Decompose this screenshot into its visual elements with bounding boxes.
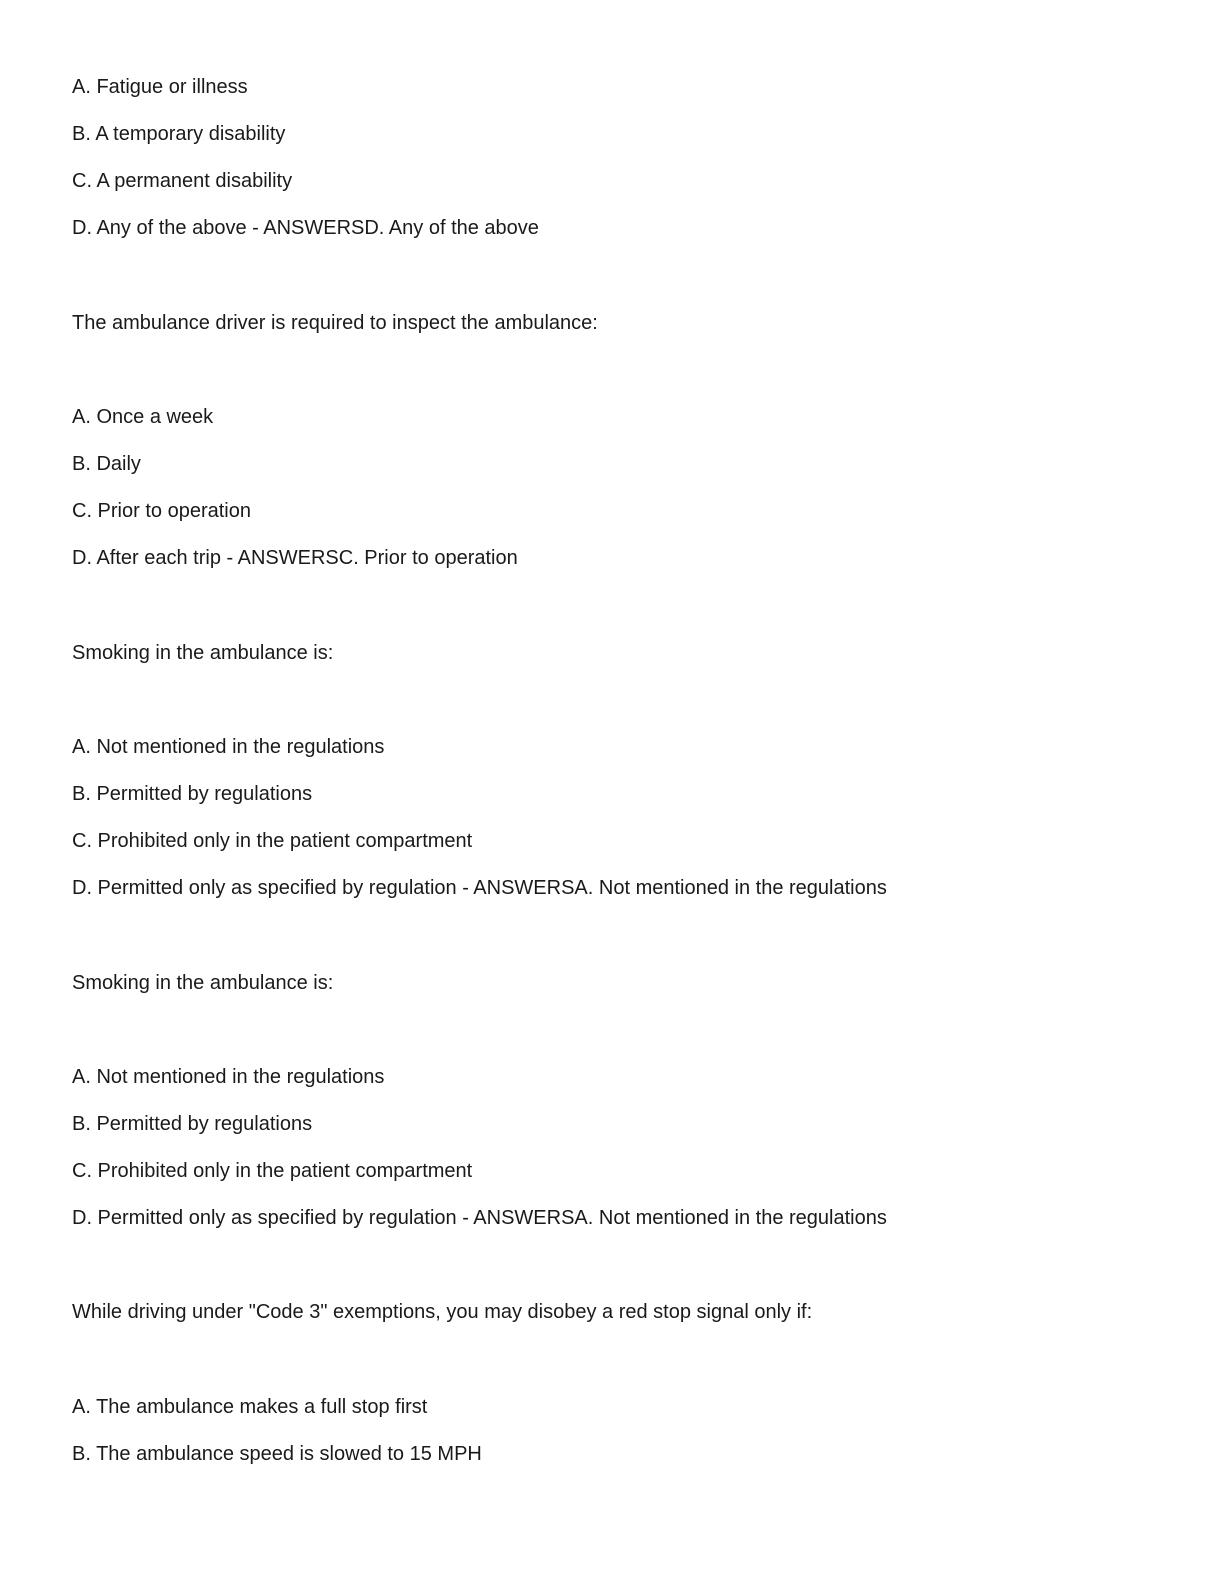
option-c: C. Prohibited only in the patient compartment <box>72 1160 473 1182</box>
option-a: A. Not mentioned in the regulations <box>72 1066 385 1088</box>
option-c: C. Prior to operation <box>72 500 251 522</box>
option-c: C. A permanent disability <box>72 170 293 192</box>
option-b: B. Daily <box>72 453 141 475</box>
option-d-answer: D. After each trip - ANSWERSC. Prior to operation <box>72 547 518 569</box>
option-b: B. A temporary disability <box>72 123 286 145</box>
question-text: Smoking in the ambulance is: <box>72 972 334 994</box>
question-text: The ambulance driver is required to inspect the ambulance: <box>72 312 598 334</box>
option-b: B. The ambulance speed is slowed to 15 MPH <box>72 1443 482 1465</box>
option-d-answer: D. Permitted only as specified by regulation - ANSWERSA. Not mentioned in the regulations <box>72 1207 887 1229</box>
option-a: A. Not mentioned in the regulations <box>72 736 385 758</box>
question-text: Smoking in the ambulance is: <box>72 642 334 664</box>
option-b: B. Permitted by regulations <box>72 1113 313 1135</box>
option-a: A. Fatigue or illness <box>72 76 248 98</box>
option-b: B. Permitted by regulations <box>72 783 313 805</box>
option-d-answer: D. Any of the above - ANSWERSD. Any of the above <box>72 217 539 239</box>
option-c: C. Prohibited only in the patient compartment <box>72 830 473 852</box>
option-a: A. Once a week <box>72 406 214 428</box>
option-a: A. The ambulance makes a full stop first <box>72 1396 428 1418</box>
option-d-answer: D. Permitted only as specified by regulation - ANSWERSA. Not mentioned in the regulations <box>72 877 887 899</box>
question-text: While driving under "Code 3" exemptions, you may disobey a red stop signal only if: <box>72 1301 813 1323</box>
